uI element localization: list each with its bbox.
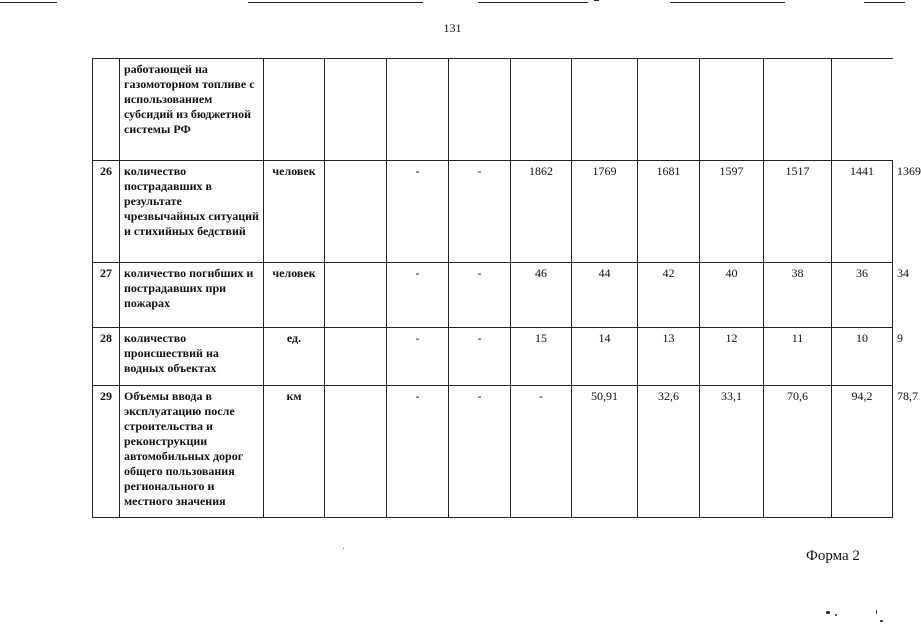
value-cell: 12 <box>700 328 764 386</box>
scan-speck <box>826 611 830 614</box>
indicator-name: работающей на газомоторном топливе с использованием субсидий из бюджетной системы РФ <box>120 59 264 161</box>
value-cell: 50,91 <box>572 386 638 518</box>
indicator-name: количество погибших и пострадавших при пожарах <box>120 263 264 328</box>
value-cell: 32,6 <box>638 386 700 518</box>
unit: км <box>264 386 325 518</box>
top-rule <box>0 2 57 3</box>
value-cell: 1769 <box>572 161 638 263</box>
value-cell: 11 <box>764 328 832 386</box>
value-cell <box>325 386 387 518</box>
value-cell: 70,6 <box>764 386 832 518</box>
value-cell: - <box>449 161 511 263</box>
top-rule <box>478 2 588 3</box>
value-cell: 94,2 <box>832 386 893 518</box>
row-number: 28 <box>93 328 120 386</box>
value-cell: - <box>387 328 449 386</box>
scan-speck <box>880 620 883 622</box>
value-cell: 40 <box>700 263 764 328</box>
indicator-name: количество происшествий на водных объектах <box>120 328 264 386</box>
value-cell: 14 <box>572 328 638 386</box>
page-number: 131 <box>443 21 462 35</box>
unit <box>264 59 325 161</box>
value-cell: - <box>387 263 449 328</box>
value-cell: 10 <box>832 328 893 386</box>
top-rule <box>670 2 785 3</box>
value-cell <box>700 59 764 161</box>
value-cell: 15 <box>511 328 572 386</box>
table-row: 27 количество погибших и пострадавших при пожарах человек - - 46 44 42 40 38 36 34 <box>93 263 893 328</box>
scan-speck <box>835 614 837 616</box>
value-cell: - <box>387 386 449 518</box>
value-cell: 1517 <box>764 161 832 263</box>
value-cell: - <box>449 263 511 328</box>
value-cell: 1681 <box>638 161 700 263</box>
value-cell <box>449 59 511 161</box>
table-row: 28 количество происшествий на водных объектах ед. - - 15 14 13 12 11 10 9 <box>93 328 893 386</box>
value-cell: 33,1 <box>700 386 764 518</box>
indicator-name: количество пострадавших в результате чрезвычайных ситуаций и стихийных бедствий <box>120 161 264 263</box>
value-cell: - <box>449 386 511 518</box>
value-cell: - <box>511 386 572 518</box>
value-cell: 1862 <box>511 161 572 263</box>
top-rule <box>248 2 423 3</box>
row-number: 29 <box>93 386 120 518</box>
unit: ед. <box>264 328 325 386</box>
value-cell <box>325 328 387 386</box>
top-rule <box>594 0 599 1</box>
value-cell <box>832 59 893 161</box>
row-number: 27 <box>93 263 120 328</box>
value-cell <box>572 59 638 161</box>
value-cell <box>638 59 700 161</box>
value-cell: 44 <box>572 263 638 328</box>
table-row: 29 Объемы ввода в эксплуатацию после строительства и реконструкции автомобильных дорог общего пользования регионального и местного значения км - - - 50,91 32,6 33,1 70,6 94,2 78,7 <box>93 386 893 518</box>
unit: человек <box>264 161 325 263</box>
value-cell <box>764 59 832 161</box>
value-cell: - <box>387 161 449 263</box>
indicator-name: Объемы ввода в эксплуатацию после строительства и реконструкции автомобильных дорог общего пользования регионального и местного значения <box>120 386 264 518</box>
row-number <box>93 59 120 161</box>
value-cell <box>325 59 387 161</box>
scan-speck <box>343 548 344 549</box>
value-cell <box>325 161 387 263</box>
value-cell: - <box>449 328 511 386</box>
value-cell: 46 <box>511 263 572 328</box>
value-cell: 38 <box>764 263 832 328</box>
unit: человек <box>264 263 325 328</box>
value-cell <box>325 263 387 328</box>
row-number: 26 <box>93 161 120 263</box>
value-cell: 13 <box>638 328 700 386</box>
value-cell: 36 <box>832 263 893 328</box>
value-cell <box>511 59 572 161</box>
top-rule <box>864 2 905 3</box>
value-cell <box>387 59 449 161</box>
value-cell: 1597 <box>700 161 764 263</box>
indicator-table <box>92 58 921 518</box>
value-cell: 42 <box>638 263 700 328</box>
table-row <box>93 59 893 161</box>
table-row: 26 количество пострадавших в результате чрезвычайных ситуаций и стихийных бедствий человек - - 1862 1769 1681 1597 1517 1441 1369 <box>93 161 893 263</box>
value-cell: 1441 <box>832 161 893 263</box>
scan-speck <box>876 610 877 614</box>
form-label: Форма 2 <box>806 548 860 564</box>
